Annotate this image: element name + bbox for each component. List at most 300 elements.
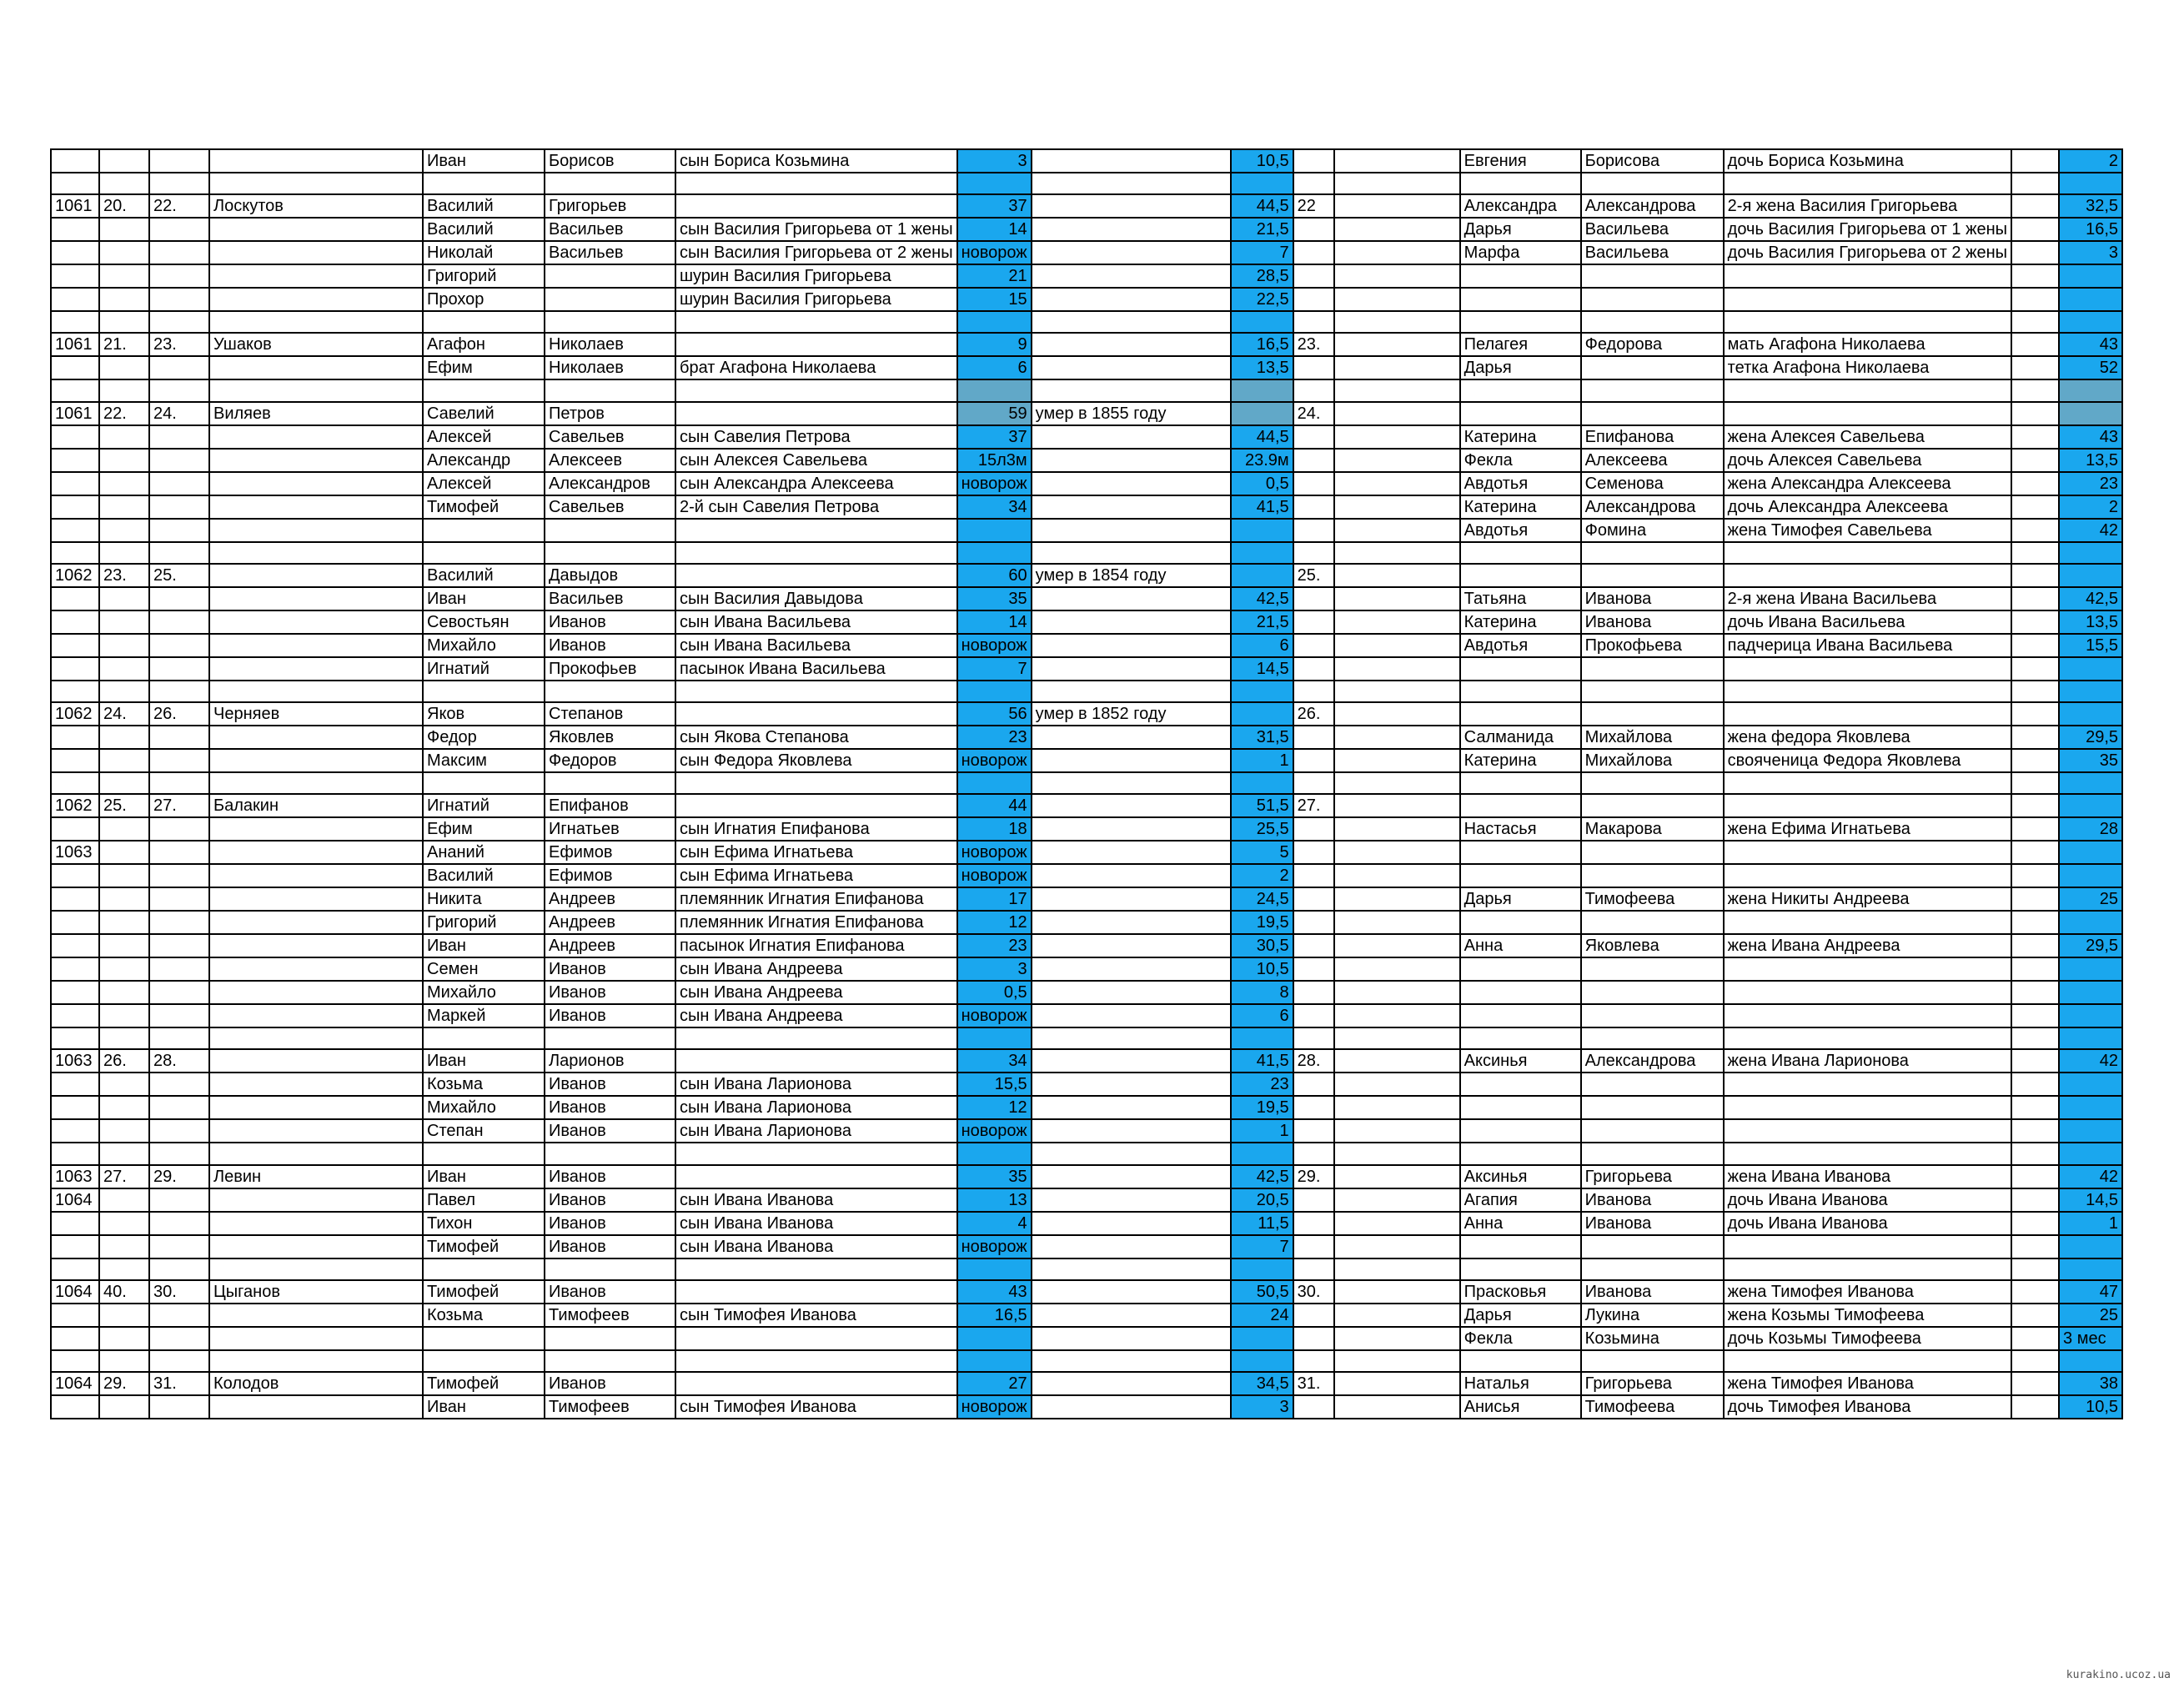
table-cell	[545, 1327, 675, 1350]
table-row	[51, 634, 2122, 657]
table-cell	[1581, 564, 1724, 587]
table-cell	[1293, 1350, 1334, 1372]
table-cell	[1032, 1327, 1231, 1350]
table-cell	[1032, 149, 1231, 173]
table-cell	[149, 749, 209, 772]
table-cell	[51, 1258, 99, 1280]
table-cell	[1293, 149, 1334, 173]
table-cell	[209, 841, 423, 864]
table-cell: Иван	[423, 1165, 545, 1188]
table-cell: 60	[957, 564, 1032, 587]
table-cell	[99, 356, 149, 379]
table-cell	[1460, 173, 1581, 194]
table-cell	[1032, 288, 1231, 311]
table-cell	[1231, 173, 1293, 194]
table-cell	[1460, 1350, 1581, 1372]
table-cell	[209, 564, 423, 587]
table-cell	[51, 772, 99, 794]
table-row	[51, 333, 2122, 356]
table-cell: дочь Ивана Иванова	[1724, 1212, 2011, 1235]
table-cell	[1293, 241, 1334, 264]
table-cell	[1724, 657, 2011, 681]
table-cell: Иванов	[545, 981, 675, 1004]
table-cell: 28	[2059, 817, 2122, 841]
table-cell: Козьмина	[1581, 1327, 1724, 1350]
table-cell	[99, 1096, 149, 1119]
table-cell	[1231, 1027, 1293, 1049]
table-cell: 21,5	[1231, 610, 1293, 634]
table-cell	[1032, 681, 1231, 702]
table-cell: Савельев	[545, 495, 675, 519]
table-cell	[51, 657, 99, 681]
table-cell	[99, 1073, 149, 1096]
table-cell	[1334, 1073, 1460, 1096]
table-cell	[51, 472, 99, 495]
table-cell	[1032, 1188, 1231, 1212]
table-cell: 13,5	[2059, 610, 2122, 634]
table-cell: 24.	[99, 702, 149, 726]
table-cell: Дарья	[1460, 218, 1581, 241]
table-cell	[2059, 1235, 2122, 1258]
table-cell	[149, 1143, 209, 1164]
table-cell	[99, 1304, 149, 1327]
table-cell: сын Ивана Андреева	[675, 957, 957, 981]
table-cell	[1032, 1119, 1231, 1143]
table-cell	[2011, 425, 2059, 449]
table-cell: 37	[957, 425, 1032, 449]
table-cell: 24	[1231, 1304, 1293, 1327]
table-cell: сын Ивана Васильева	[675, 634, 957, 657]
table-cell: сын Василия Григорьева от 1 жены	[675, 218, 957, 241]
table-row	[51, 817, 2122, 841]
table-row	[51, 218, 2122, 241]
table-row	[51, 1027, 2122, 1049]
table-cell	[1334, 425, 1460, 449]
table-cell: шурин Василия Григорьева	[675, 264, 957, 288]
table-cell	[1334, 1372, 1460, 1395]
table-cell	[1334, 587, 1460, 610]
table-row	[51, 1395, 2122, 1419]
table-cell: 42	[2059, 1049, 2122, 1073]
table-row	[51, 1143, 2122, 1164]
table-cell: 23	[957, 726, 1032, 749]
table-cell	[209, 957, 423, 981]
table-cell	[209, 657, 423, 681]
table-cell: 3	[2059, 241, 2122, 264]
table-cell: 21,5	[1231, 218, 1293, 241]
table-cell	[51, 1004, 99, 1027]
table-cell: Иванова	[1581, 1280, 1724, 1304]
table-cell	[1231, 702, 1293, 726]
table-cell	[209, 495, 423, 519]
table-cell: сын Ивана Иванова	[675, 1212, 957, 1235]
table-cell: Иван	[423, 587, 545, 610]
table-cell	[1032, 1165, 1231, 1188]
table-cell: Иванов	[545, 610, 675, 634]
watermark: kurakino.ucoz.ua	[2066, 1669, 2171, 1681]
table-cell	[209, 1027, 423, 1049]
table-cell	[545, 1258, 675, 1280]
table-cell: 1061	[51, 402, 99, 425]
table-cell	[2059, 1004, 2122, 1027]
table-cell	[1032, 1372, 1231, 1395]
table-cell	[2011, 333, 2059, 356]
table-cell: 24.	[149, 402, 209, 425]
table-cell	[1581, 173, 1724, 194]
table-cell	[1581, 1096, 1724, 1119]
table-cell: Григорий	[423, 911, 545, 934]
table-cell	[99, 864, 149, 887]
table-row	[51, 981, 2122, 1004]
table-cell: Иванова	[1581, 587, 1724, 610]
table-cell	[149, 149, 209, 173]
table-cell	[51, 311, 99, 333]
table-cell	[1293, 1143, 1334, 1164]
table-cell: пасынок Ивана Васильева	[675, 657, 957, 681]
table-cell	[2011, 1096, 2059, 1119]
table-cell: 42,5	[1231, 587, 1293, 610]
table-row	[51, 657, 2122, 681]
table-cell: 25	[2059, 887, 2122, 911]
table-cell	[423, 311, 545, 333]
table-cell	[1460, 841, 1581, 864]
table-cell	[2011, 542, 2059, 564]
table-cell: 35	[957, 1165, 1032, 1188]
table-cell	[675, 564, 957, 587]
table-cell: 28.	[149, 1049, 209, 1073]
table-cell	[51, 149, 99, 173]
table-cell	[423, 173, 545, 194]
table-cell	[99, 264, 149, 288]
table-cell	[1231, 379, 1293, 401]
table-cell: 7	[1231, 241, 1293, 264]
table-cell	[1231, 681, 1293, 702]
table-cell: Алексей	[423, 425, 545, 449]
table-cell	[1032, 1350, 1231, 1372]
table-cell	[2011, 1049, 2059, 1073]
table-cell	[149, 817, 209, 841]
table-cell	[149, 1258, 209, 1280]
table-cell: сын Александра Алексеева	[675, 472, 957, 495]
table-cell	[2011, 1004, 2059, 1027]
table-cell	[1293, 1096, 1334, 1119]
table-cell	[2011, 519, 2059, 542]
table-cell	[149, 288, 209, 311]
table-cell	[209, 1073, 423, 1096]
table-cell	[2011, 887, 2059, 911]
table-cell: дочь Бориса Козьмина	[1724, 149, 2011, 173]
table-cell: 11,5	[1231, 1212, 1293, 1235]
table-cell	[545, 772, 675, 794]
table-cell: Тимофей	[423, 495, 545, 519]
table-cell	[1460, 264, 1581, 288]
table-cell	[51, 1212, 99, 1235]
table-cell	[1293, 957, 1334, 981]
table-cell	[423, 681, 545, 702]
table-cell: 22.	[149, 194, 209, 218]
table-cell: 20.	[99, 194, 149, 218]
table-cell: Анна	[1460, 1212, 1581, 1235]
table-cell: 44,5	[1231, 425, 1293, 449]
table-cell: 28,5	[1231, 264, 1293, 288]
table-cell: Дарья	[1460, 1304, 1581, 1327]
table-cell	[2059, 542, 2122, 564]
table-cell	[2011, 264, 2059, 288]
table-cell: 7	[1231, 1235, 1293, 1258]
table-row	[51, 864, 2122, 887]
table-cell: Макарова	[1581, 817, 1724, 841]
table-cell	[51, 1027, 99, 1049]
table-cell	[423, 1350, 545, 1372]
table-cell	[1032, 726, 1231, 749]
table-cell	[2011, 241, 2059, 264]
table-cell	[1293, 173, 1334, 194]
table-row	[51, 1372, 2122, 1395]
table-cell	[1293, 749, 1334, 772]
table-cell: Прокофьева	[1581, 634, 1724, 657]
table-cell: Ефимов	[545, 864, 675, 887]
table-cell: 26.	[149, 702, 209, 726]
table-cell	[1334, 564, 1460, 587]
table-cell: Настасья	[1460, 817, 1581, 841]
table-cell: 42	[2059, 519, 2122, 542]
table-cell	[1334, 149, 1460, 173]
table-cell	[1334, 495, 1460, 519]
table-cell: 7	[957, 657, 1032, 681]
table-cell	[1231, 564, 1293, 587]
table-cell	[1293, 1027, 1334, 1049]
table-row	[51, 681, 2122, 702]
table-cell	[209, 425, 423, 449]
table-cell: дочь Алексея Савельева	[1724, 449, 2011, 472]
table-cell: Тихон	[423, 1212, 545, 1235]
table-cell	[1724, 1258, 2011, 1280]
table-cell	[209, 681, 423, 702]
table-cell	[2011, 1350, 2059, 1372]
table-cell	[675, 173, 957, 194]
table-cell	[1293, 1235, 1334, 1258]
table-cell	[423, 379, 545, 401]
table-cell: 1064	[51, 1280, 99, 1304]
table-cell	[1032, 449, 1231, 472]
table-cell: 23	[2059, 472, 2122, 495]
table-cell: 4	[957, 1212, 1032, 1235]
table-cell	[99, 1350, 149, 1372]
table-cell: Николай	[423, 241, 545, 264]
table-cell	[149, 981, 209, 1004]
table-cell	[1032, 610, 1231, 634]
table-cell: 29,5	[2059, 726, 2122, 749]
table-cell: Авдотья	[1460, 472, 1581, 495]
table-cell	[51, 542, 99, 564]
table-cell	[2011, 1188, 2059, 1212]
table-cell	[209, 1049, 423, 1073]
table-cell	[675, 1258, 957, 1280]
table-cell	[149, 934, 209, 957]
table-cell	[209, 887, 423, 911]
table-cell: сын Ефима Игнатьева	[675, 864, 957, 887]
table-cell: Агапия	[1460, 1188, 1581, 1212]
table-cell	[149, 1004, 209, 1027]
table-cell: дочь Александра Алексеева	[1724, 495, 2011, 519]
table-cell: Иванов	[545, 1073, 675, 1096]
table-cell: Василий	[423, 218, 545, 241]
table-cell	[1581, 657, 1724, 681]
table-cell	[209, 981, 423, 1004]
table-cell	[2059, 379, 2122, 401]
table-cell	[209, 288, 423, 311]
table-cell	[1032, 1049, 1231, 1073]
table-cell	[1334, 449, 1460, 472]
table-cell: Ефим	[423, 356, 545, 379]
table-cell	[1293, 311, 1334, 333]
table-row	[51, 402, 2122, 425]
table-cell	[2011, 173, 2059, 194]
table-cell	[2011, 957, 2059, 981]
table-row	[51, 1049, 2122, 1073]
table-cell	[209, 1004, 423, 1027]
table-cell: 13,5	[2059, 449, 2122, 472]
table-cell: Лукина	[1581, 1304, 1724, 1327]
table-cell	[1460, 1027, 1581, 1049]
table-cell	[209, 634, 423, 657]
table-cell: Иван	[423, 1049, 545, 1073]
table-cell	[2059, 1258, 2122, 1280]
table-cell	[1032, 957, 1231, 981]
table-cell: Катерина	[1460, 425, 1581, 449]
table-cell	[209, 726, 423, 749]
table-cell: сын Ивана Ларионова	[675, 1096, 957, 1119]
table-cell: Иванов	[545, 1119, 675, 1143]
table-cell: 16,5	[957, 1304, 1032, 1327]
table-cell	[2059, 311, 2122, 333]
table-cell	[2059, 264, 2122, 288]
table-cell	[99, 1188, 149, 1212]
table-cell: жена Тимофея Савельева	[1724, 519, 2011, 542]
table-cell: 35	[957, 587, 1032, 610]
table-cell	[1231, 1327, 1293, 1350]
table-cell	[1032, 911, 1231, 934]
table-cell: 27	[957, 1372, 1032, 1395]
table-cell	[675, 681, 957, 702]
table-cell: Наталья	[1460, 1372, 1581, 1395]
table-cell	[149, 495, 209, 519]
table-cell	[1724, 173, 2011, 194]
table-cell: сын Федора Яковлева	[675, 749, 957, 772]
table-row	[51, 772, 2122, 794]
table-cell: Колодов	[209, 1372, 423, 1395]
table-cell: Яковлева	[1581, 934, 1724, 957]
table-cell	[1293, 425, 1334, 449]
table-cell	[149, 449, 209, 472]
table-cell	[2011, 841, 2059, 864]
table-cell	[1581, 794, 1724, 817]
table-cell: дочь Ивана Иванова	[1724, 1188, 2011, 1212]
table-cell	[1581, 542, 1724, 564]
table-cell: сын Ефима Игнатьева	[675, 841, 957, 864]
table-cell	[99, 495, 149, 519]
table-cell: 1	[2059, 1212, 2122, 1235]
table-cell	[209, 587, 423, 610]
table-cell: 15,5	[957, 1073, 1032, 1096]
table-cell	[675, 1280, 957, 1304]
table-cell: Николаев	[545, 333, 675, 356]
table-cell: Салманида	[1460, 726, 1581, 749]
table-cell	[1032, 1027, 1231, 1049]
table-cell: 1063	[51, 841, 99, 864]
table-cell	[1032, 1096, 1231, 1119]
table-cell	[99, 311, 149, 333]
table-cell: Борисова	[1581, 149, 1724, 173]
table-cell	[1334, 1119, 1460, 1143]
table-cell: 50,5	[1231, 1280, 1293, 1304]
table-cell: 25.	[149, 564, 209, 587]
table-cell: умер в 1852 году	[1032, 702, 1231, 726]
table-cell: 34,5	[1231, 1372, 1293, 1395]
table-cell: дочь Тимофея Иванова	[1724, 1395, 2011, 1419]
table-cell	[1231, 519, 1293, 542]
table-cell: Дарья	[1460, 887, 1581, 911]
table-cell	[2059, 173, 2122, 194]
census-table	[50, 148, 2123, 1419]
table-cell: Иван	[423, 149, 545, 173]
table-cell	[149, 425, 209, 449]
table-cell	[51, 1119, 99, 1143]
table-cell	[1334, 864, 1460, 887]
table-cell	[209, 1119, 423, 1143]
table-cell	[1032, 264, 1231, 288]
table-cell	[2011, 794, 2059, 817]
table-cell	[957, 173, 1032, 194]
table-cell	[209, 1212, 423, 1235]
table-cell	[1460, 1096, 1581, 1119]
table-cell: Фомина	[1581, 519, 1724, 542]
table-cell	[209, 934, 423, 957]
table-cell	[149, 681, 209, 702]
table-cell	[545, 1027, 675, 1049]
table-cell: 51,5	[1231, 794, 1293, 817]
table-row	[51, 587, 2122, 610]
table-cell	[1032, 1212, 1231, 1235]
table-cell: Иванов	[545, 1165, 675, 1188]
table-cell	[2011, 149, 2059, 173]
table-cell	[1460, 1143, 1581, 1164]
table-cell	[2011, 311, 2059, 333]
table-cell	[99, 519, 149, 542]
table-row	[51, 1258, 2122, 1280]
table-cell	[51, 264, 99, 288]
table-cell: 31.	[1293, 1372, 1334, 1395]
table-cell	[1581, 1258, 1724, 1280]
table-cell	[1581, 911, 1724, 934]
table-cell	[1032, 472, 1231, 495]
table-cell	[1032, 887, 1231, 911]
table-cell: мать Агафона Николаева	[1724, 333, 2011, 356]
table-cell: Дарья	[1460, 356, 1581, 379]
table-cell: 25,5	[1231, 817, 1293, 841]
table-cell	[1724, 681, 2011, 702]
table-cell: Алексеева	[1581, 449, 1724, 472]
table-cell	[1334, 887, 1460, 911]
table-cell	[1293, 218, 1334, 241]
table-cell	[1460, 288, 1581, 311]
table-cell: Балакин	[209, 794, 423, 817]
table-cell	[1293, 264, 1334, 288]
table-cell	[675, 542, 957, 564]
table-cell: Татьяна	[1460, 587, 1581, 610]
table-cell	[1581, 681, 1724, 702]
table-cell	[149, 472, 209, 495]
